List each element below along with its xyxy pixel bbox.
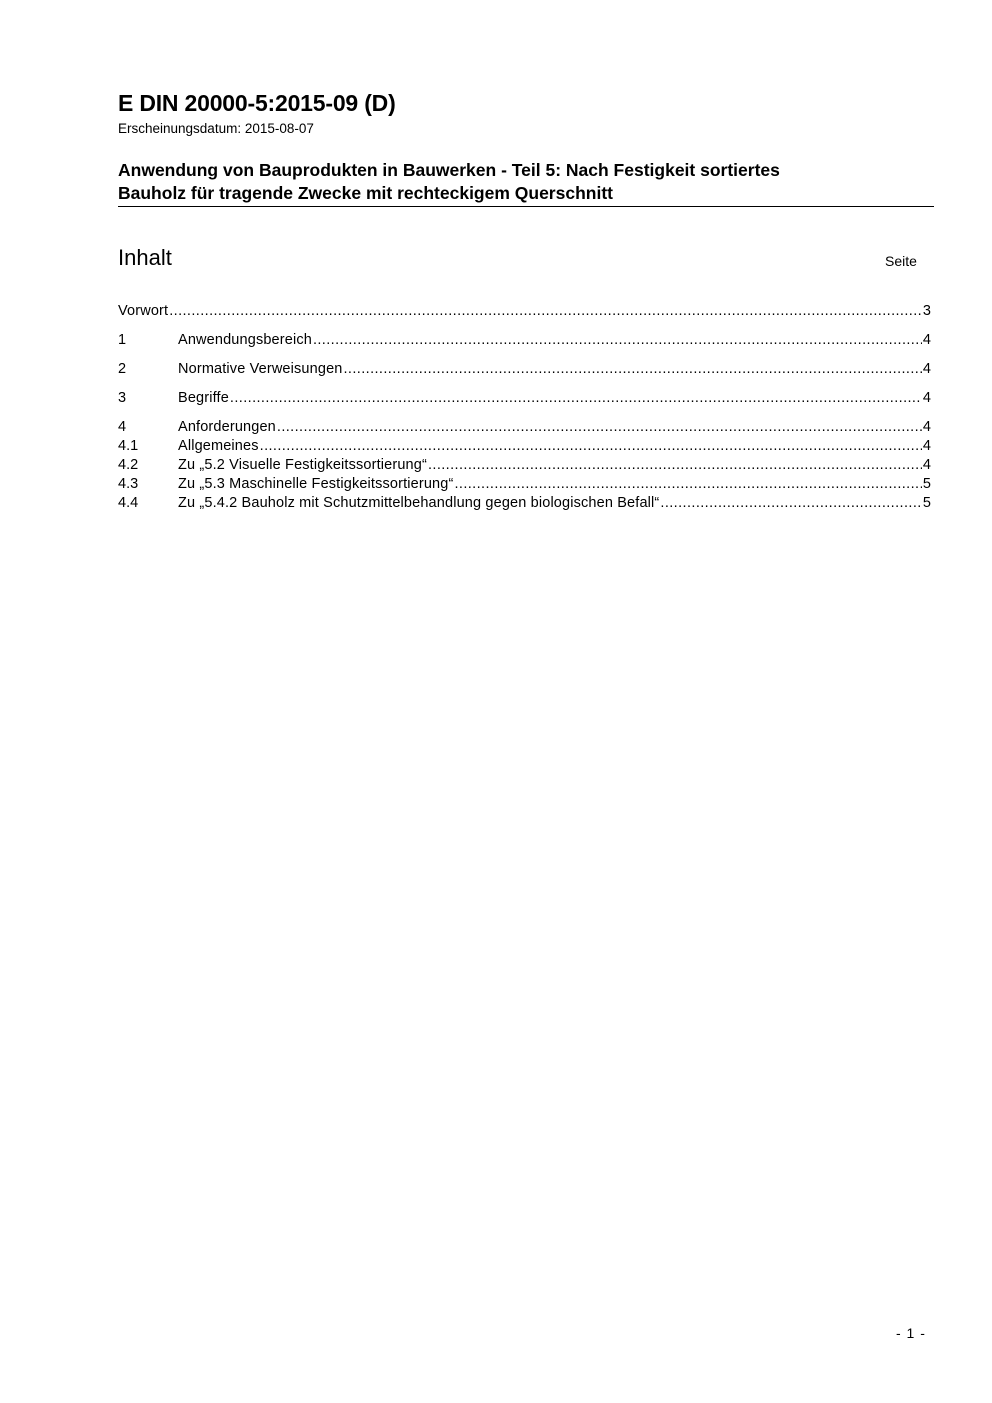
toc-dot-leader — [454, 475, 921, 494]
toc-heading: Inhalt — [118, 245, 172, 270]
toc-entry-4-4[interactable] — [118, 494, 931, 513]
document-title-line-1: Anwendung von Bauprodukten in Bauwerken - Teil 5: Nach Festigkeit sortiertes — [118, 160, 780, 180]
toc-entry-number: 3 — [118, 390, 127, 406]
table-of-contents — [118, 302, 931, 513]
toc-dot-leader — [660, 494, 922, 513]
toc-entry-number: 4.4 — [118, 495, 139, 511]
toc-dot-leader — [260, 437, 922, 456]
toc-dot-leader — [169, 302, 922, 321]
toc-entry-page: 4 — [922, 457, 931, 473]
toc-entry-4-2[interactable] — [118, 456, 931, 475]
toc-entry-page: 5 — [922, 476, 931, 492]
toc-entry-page: 3 — [922, 303, 931, 319]
toc-entry-number: 4.1 — [118, 438, 139, 454]
toc-entry-number: 4 — [118, 419, 127, 435]
toc-entry-page: 4 — [922, 390, 931, 406]
toc-entry-title: Anforderungen — [178, 419, 276, 435]
document-id: E DIN 20000-5:2015-09 (D) — [118, 90, 396, 116]
toc-entry-4[interactable] — [118, 418, 931, 437]
toc-entry-title: Zu „5.3 Maschinelle Festigkeitssortierung“ — [178, 476, 454, 492]
toc-entry-1[interactable] — [118, 331, 931, 350]
toc-dot-leader — [344, 360, 922, 379]
toc-entry-number: 2 — [118, 361, 127, 377]
toc-entry-page: 4 — [922, 438, 931, 454]
toc-entry-title: Anwendungsbereich — [178, 332, 312, 348]
toc-entry-title: Normative Verweisungen — [178, 361, 343, 377]
title-divider — [118, 206, 934, 207]
toc-dot-leader — [428, 456, 922, 475]
toc-entry-4-1[interactable] — [118, 437, 931, 456]
toc-dot-leader — [313, 331, 922, 350]
document-title — [118, 159, 934, 205]
toc-entry-vorwort[interactable] — [118, 302, 931, 321]
toc-dot-leader — [230, 389, 922, 408]
toc-entry-page: 4 — [922, 419, 931, 435]
toc-entry-2[interactable] — [118, 360, 931, 379]
toc-entry-page: 4 — [922, 361, 931, 377]
toc-entry-title: Allgemeines — [178, 438, 259, 454]
toc-page-column-label: Seite — [885, 253, 917, 269]
toc-entry-title: Vorwort — [118, 303, 169, 319]
toc-entry-number: 1 — [118, 332, 127, 348]
toc-entry-page: 4 — [922, 332, 931, 348]
toc-entry-title: Zu „5.4.2 Bauholz mit Schutzmittelbehandlung gegen biologischen Befall“ — [178, 495, 660, 511]
toc-entry-page: 5 — [922, 495, 931, 511]
toc-entry-number: 4.2 — [118, 457, 139, 473]
toc-entry-title: Begriffe — [178, 390, 229, 406]
toc-entry-number: 4.3 — [118, 476, 139, 492]
toc-entry-title: Zu „5.2 Visuelle Festigkeitssortierung“ — [178, 457, 427, 473]
toc-entry-3[interactable] — [118, 389, 931, 408]
toc-dot-leader — [277, 418, 922, 437]
page-number: - 1 - — [896, 1325, 926, 1341]
publication-date: Erscheinungsdatum: 2015-08-07 — [118, 121, 314, 136]
toc-entry-4-3[interactable] — [118, 475, 931, 494]
document-title-line-2: Bauholz für tragende Zwecke mit rechteckigem Querschnitt — [118, 183, 613, 203]
